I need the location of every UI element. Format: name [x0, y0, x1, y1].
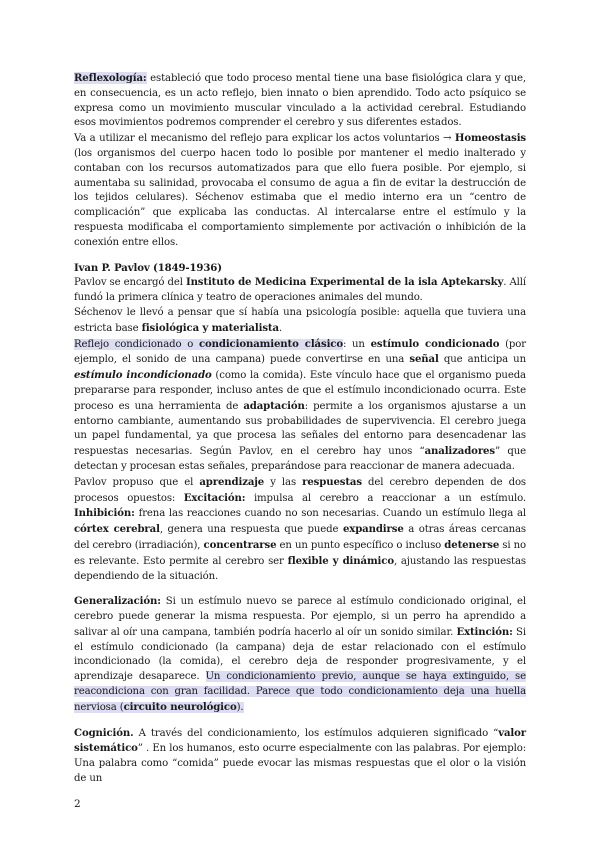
- pavlov-paragraph-3: [74, 337, 526, 475]
- analizadores-term: analizadores: [424, 445, 495, 458]
- senal-term: señal: [409, 353, 439, 366]
- page-number: 2: [74, 798, 81, 810]
- generalizacion-term: Generalización:: [74, 595, 161, 608]
- valor-sistematico-term: valor sistemático: [74, 726, 526, 755]
- text-run: : permite a los organismos ajustarse a un entorno cambiante, aumentando sus probabilidades de supervivencia. El cerebro juega un papel fundamental, ya que procesa las señales del entorno para desencadenar las respuestas necesarias. Según Pavlov, en el cerebro hay unos “: [74, 400, 526, 458]
- text-run: Pavlov propuso que el: [74, 476, 200, 488]
- text-run: : un: [342, 338, 371, 350]
- text-run: , ajustando las respuestas dependiendo de la situación.: [74, 555, 526, 582]
- inhibicion-term: Inhibición:: [74, 507, 135, 520]
- spacer: [74, 251, 526, 261]
- estimulo-incondicionado-term: estímulo incondicionado: [74, 369, 212, 382]
- text-run: Un condicionamiento previo, aunque se haya extinguido, se reacondiciona con gran facilidad. Parece que todo condicionamiento deja una huella nerviosa (: [74, 671, 526, 713]
- cognicion-paragraph: [74, 726, 526, 787]
- estimulo-condicionado-term: estímulo condicionado: [370, 337, 500, 350]
- reflexologia-term: Reflexología:: [74, 72, 147, 84]
- cortex-term: córtex cerebral: [74, 523, 160, 536]
- reflexologia-intro: estableció que todo proceso mental tiene una base fisiológica clara y que, en consecuencia, es un acto reflejo, bien innato o bien aprendido. Todo acto psíquico se expresa como un movimiento muscular vinculado a la actividad cerebral. Estudiando esos movimientos podremos comprender el cerebro y sus diferentes estados.: [74, 73, 526, 129]
- adaptacion-term: adaptación: [243, 399, 305, 412]
- extincion-term: Extinción:: [456, 625, 513, 638]
- reflexologia-paragraph: [74, 71, 526, 131]
- spacer: [74, 716, 526, 726]
- pavlov-paragraph-4: [74, 475, 526, 585]
- circuito-neurologico-term: circuito neurológico: [123, 700, 237, 713]
- text-run: impulsa al cerebro a reaccionar a un estímulo.: [245, 492, 526, 504]
- text-run: .: [278, 322, 283, 334]
- fisiologica-term: fisiológica y materialista: [141, 321, 279, 334]
- text-run: (por ejemplo, el sonido de una campana) puede convertirse en una: [74, 338, 526, 366]
- text-run: , genera una respuesta que puede: [159, 524, 343, 536]
- text-run: A través del condicionamiento, los estímulos adquieren significado “: [133, 727, 499, 739]
- concentrarse-term: concentrarse: [203, 538, 277, 551]
- expandirse-term: expandirse: [342, 523, 404, 536]
- text-run: Si el estímulo condicionado (la campana) deja de estar relacionado con el estímulo incondicionado (la comida), el cerebro deja de responder progresivamente, y el aprendizaje desaparece.: [74, 626, 526, 683]
- highlight-run: [74, 339, 343, 350]
- text-run: Va a utilizar el mecanismo del reflejo para explicar los actos voluntarios →: [74, 133, 455, 145]
- text-run: ).: [236, 701, 244, 713]
- text-run: si no es relevante. Esto permite al cerebro ser: [74, 539, 526, 567]
- text-run: Séchenov le llevó a pensar que sí había una psicología posible: aquella que tuviera una estricta base: [74, 306, 526, 334]
- text-run: Si un estímulo nuevo se parece al estímulo condicionado original, el cerebro puede generar la misma respuesta. Por ejemplo, si un perro ha aprendido a salivar al oír una campana, también podría hacerlo al oír un sonido similar.: [74, 596, 526, 638]
- pavlov-paragraph-2: [74, 306, 526, 337]
- excitacion-term: Excitación:: [183, 491, 246, 504]
- spacer: [74, 584, 526, 594]
- detenerse-term: detenerse: [444, 538, 500, 551]
- text-run: . Allí fundó la primera clínica y teatro de operaciones animales del mundo.: [74, 277, 526, 304]
- text-run: Pavlov se encargó del: [74, 277, 186, 289]
- text-run: Reflejo condicionado o: [74, 338, 199, 350]
- text-run: en un punto específico o incluso: [276, 539, 445, 551]
- institute-name: Instituto de Medicina Experimental de la isla Aptekarsky: [185, 276, 504, 289]
- text-run: frena las reacciones cuando no son necesarias. Cuando un estímulo llega al: [134, 508, 526, 520]
- text-run: (los organismos del cuerpo hacen todo lo posible por mantener el medio inalterado y contaban con los recursos automatizados para que ello fuera posible. Por ejemplo, si aumentaba su salinidad, provocaba el consumo de agua a fin de evitar la destrucción de los tejidos celulares). Séchenov estimaba que el medio interno era un “centro de complicación” que explicaba las conductas. Al intercalarse entre el estímulo y la respuesta modificaba el comportamiento simplemente por activación o inhibición de la conexión entre ellos.: [74, 147, 526, 248]
- pavlov-heading: Ivan P. Pavlov (1849-1936): [74, 261, 222, 274]
- generalizacion-paragraph: [74, 594, 526, 715]
- condicionamiento-clasico-term: condicionamiento clásico: [198, 337, 343, 350]
- text-run: ” que detectan y procesan estas señales, preparándose para reaccionar de manera adecuada.: [74, 446, 526, 472]
- aprendizaje-term: aprendizaje: [199, 475, 265, 488]
- text-run: que anticipa un: [438, 354, 526, 366]
- pavlov-paragraph-1: [74, 275, 526, 306]
- respuestas-term: respuestas: [302, 475, 362, 488]
- homeostasis-term: Homeostasis: [454, 132, 526, 145]
- text-run: y las: [264, 476, 303, 488]
- flexible-term: flexible y dinámico: [287, 554, 394, 567]
- text-run: ” . En los humanos, esto ocurre especialmente con las palabras. Por ejemplo: Una palabra como “comida” puede evocar las mismas respuestas que el olor o la visión de un: [74, 743, 526, 785]
- text-run: del cerebro dependen de dos procesos opuestos:: [74, 476, 526, 504]
- document-body: [74, 71, 526, 787]
- text-run: a otras áreas cercanas del cerebro (irradiación),: [74, 524, 527, 551]
- text-run: (como la comida). Este vínculo hace que el organismo pueda prepararse para responder, incluso antes de que el estímulo incondicionado ocurra. Este proceso es una herramienta de: [74, 370, 526, 412]
- homeostasis-paragraph: [74, 131, 526, 250]
- cognicion-term: Cognición.: [74, 726, 134, 739]
